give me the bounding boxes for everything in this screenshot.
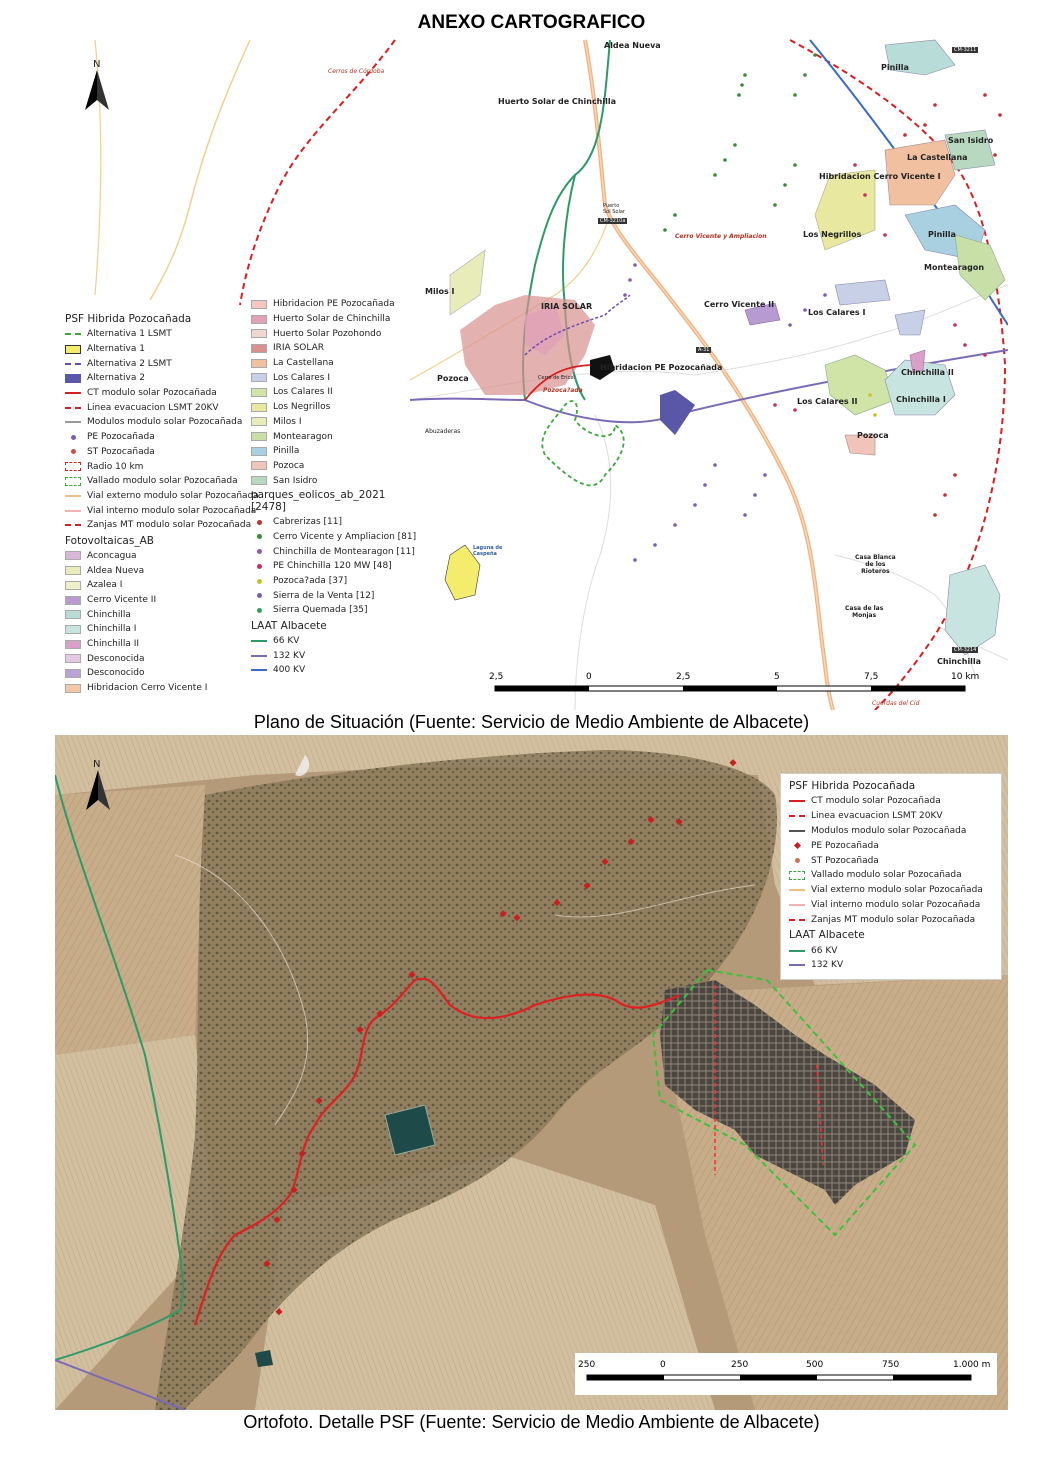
- label-abuzaderas: Abuzaderas: [425, 428, 461, 435]
- legend-label: CT modulo solar Pozocañada: [811, 796, 941, 807]
- legend-fill-symbol: [251, 417, 267, 426]
- scale1-tick-1: 0: [586, 672, 592, 682]
- legend-fill-symbol: [251, 432, 267, 441]
- legend-dot-symbol: [251, 520, 267, 525]
- scale1-tick-0: 2,5: [489, 672, 504, 682]
- legend-line-symbol: [65, 495, 81, 497]
- legend-label: 132 KV: [273, 650, 306, 661]
- legend-orthophoto: [780, 773, 1002, 980]
- legend-dot-symbol: [65, 449, 81, 454]
- label-pozocana: Pozoca?ada: [543, 387, 583, 394]
- legend-label: Pozoca?ada [37]: [273, 576, 348, 587]
- scale1-tick-5: 10 km: [951, 672, 980, 682]
- label-cerro-vicente-amp: Cerro Vicente y Ampliacion: [675, 233, 767, 240]
- legend-label: Aldea Nueva: [87, 565, 145, 576]
- legend-label: Vial interno modulo solar Pozocañada: [811, 899, 981, 910]
- legend-label: Los Calares I: [273, 372, 330, 383]
- legend-row: [789, 853, 993, 868]
- label-pinilla: Pinilla: [928, 230, 956, 239]
- legend-label: Zanjas MT modulo solar Pozocañada: [87, 520, 252, 531]
- legend-right: [251, 297, 416, 678]
- legend-label: Chinchilla II: [87, 639, 140, 650]
- label-puerto-sol: Puerto Sol Solar: [603, 203, 625, 215]
- legend-line-symbol: [65, 363, 81, 365]
- legend-fill-symbol: [251, 461, 267, 470]
- label-chinchilla-ii: Chinchilla II: [901, 368, 954, 377]
- legend-row: [789, 943, 993, 958]
- legend-title: Fotovoltaicas_AB: [65, 534, 154, 547]
- legend-row: [251, 648, 416, 663]
- legend-label: Vial interno modulo solar Pozocañada: [87, 505, 257, 516]
- legend-row: [789, 958, 993, 973]
- legend-row: [251, 473, 416, 488]
- page-title: ANEXO CARTOGRAFICO: [417, 12, 646, 33]
- label-cm3210a: CM-3210a: [600, 218, 626, 224]
- legend-line-symbol: [789, 815, 805, 817]
- legend-fill-symbol: [251, 359, 267, 368]
- legend-dot-symbol: [251, 534, 267, 539]
- legend-line-symbol: [789, 964, 805, 966]
- label-cerros-cid: Cuerdas del Cid: [872, 700, 920, 707]
- legend-row: [65, 445, 250, 460]
- legend-label: Desconocida: [87, 653, 145, 664]
- legend-fill-symbol: [251, 373, 267, 382]
- legend-label: Chinchilla: [87, 609, 131, 620]
- legend-line-symbol: [65, 421, 81, 423]
- legend-fill-symbol: [789, 871, 805, 880]
- legend-row: [65, 430, 250, 445]
- legend-line-symbol: [789, 889, 805, 891]
- legend-row: [65, 637, 250, 652]
- legend-label: Azalea I: [87, 580, 123, 591]
- legend-fill-symbol: [65, 551, 81, 560]
- legend-row: [65, 549, 250, 564]
- legend-row: [65, 474, 250, 489]
- legend-line-symbol: [789, 919, 805, 921]
- legend-row: [251, 415, 416, 430]
- legend-title: LAAT Albacete: [251, 619, 327, 632]
- legend-line-symbol: [789, 950, 805, 952]
- legend-label: Modulos modulo solar Pozocañada: [87, 417, 243, 428]
- legend-label: Cerro Vicente y Ampliacion [81]: [273, 531, 417, 542]
- label-los-calares-i: Los Calares I: [808, 308, 866, 317]
- legend-label: Huerto Solar Pozohondo: [273, 328, 382, 339]
- legend-dot-symbol: [65, 435, 81, 440]
- label-huerto-chinchilla: Huerto Solar de Chinchilla: [498, 97, 616, 106]
- legend-label: Sierra de la Venta [12]: [273, 590, 375, 601]
- legend-label: Los Calares II: [273, 387, 333, 398]
- label-la-castellana: La Castellana: [907, 153, 968, 162]
- legend-fill-symbol: [251, 388, 267, 397]
- legend-row: [65, 327, 250, 342]
- legend-row: [789, 809, 993, 824]
- legend-line-symbol: [251, 669, 267, 671]
- scale1-tick-4: 7,5: [864, 672, 879, 682]
- legend-dot-symbol: [251, 564, 267, 569]
- legend-line-symbol: [65, 407, 81, 409]
- legend-label: Radio 10 km: [87, 461, 144, 472]
- legend-fill-symbol: [251, 315, 267, 324]
- label-san-isidro: San Isidro: [948, 136, 994, 145]
- legend-row: [65, 563, 250, 578]
- legend-label: Alternativa 2 LSMT: [87, 358, 172, 369]
- legend-fill-symbol: [251, 447, 267, 456]
- legend-label: Alternativa 1: [87, 344, 145, 355]
- legend-row: [65, 578, 250, 593]
- legend-fill-symbol: [65, 610, 81, 619]
- scale2-tick-4: 750: [882, 1360, 900, 1370]
- scale1-tick-2: 2,5: [676, 672, 691, 682]
- label-casa-blanca: Casa Blanca de los Rioteros: [855, 554, 896, 575]
- legend-fill-symbol: [65, 581, 81, 590]
- label-cerros-cordoba: Cerros de Córdoba: [328, 68, 385, 75]
- legend-diamond-symbol: [789, 843, 805, 848]
- legend-label: PE Chinchilla 120 MW [48]: [273, 561, 392, 572]
- legend-row: [251, 574, 416, 589]
- legend-row: [251, 459, 416, 474]
- legend-row: [65, 342, 250, 357]
- legend-row: [65, 681, 250, 696]
- legend-row: [251, 588, 416, 603]
- legend-label: Vial externo modulo solar Pozocañada: [87, 490, 259, 501]
- legend-row: [251, 429, 416, 444]
- legend-line-symbol: [65, 333, 81, 335]
- legend-label: La Castellana: [273, 358, 334, 369]
- legend-row: [65, 607, 250, 622]
- legend-left: [65, 313, 259, 696]
- legend-row: [251, 444, 416, 459]
- label-a31: A-31: [698, 347, 710, 353]
- legend-label: Vallado modulo solar Pozocañada: [811, 870, 962, 881]
- label-pozoca-w: Pozoca: [437, 374, 469, 383]
- label-laguna: Laguna de Caspeña: [473, 545, 503, 557]
- legend-row: [65, 666, 250, 681]
- legend-label: Zanjas MT modulo solar Pozocañada: [811, 914, 976, 925]
- legend-fill-symbol: [251, 403, 267, 412]
- legend-label: IRIA SOLAR: [273, 343, 325, 354]
- legend-label: San Isidro: [273, 475, 318, 486]
- legend-row: [789, 868, 993, 883]
- scale-bar-1: [495, 686, 965, 691]
- legend-label: Alternativa 1 LSMT: [87, 329, 172, 340]
- label-hibridacion-cv1: Hibridacion Cerro Vicente I: [819, 172, 941, 181]
- legend-line-symbol: [789, 830, 805, 832]
- legend-row: [789, 912, 993, 927]
- label-cm3214: CM-3214: [954, 647, 977, 653]
- legend-label: Cerro Vicente II: [87, 595, 157, 606]
- legend-row: [65, 489, 259, 504]
- legend-fill-symbol: [65, 640, 81, 649]
- label-chinchilla-bottom: Chinchilla: [937, 657, 982, 666]
- legend-label: Montearagon: [273, 431, 333, 442]
- legend-row: [65, 518, 250, 533]
- legend-row: [251, 341, 416, 356]
- legend-label: Alternativa 2: [87, 373, 145, 384]
- legend-label: Modulos modulo solar Pozocañada: [811, 825, 967, 836]
- legend-label: PE Pozocañada: [87, 432, 155, 443]
- legend-row: [251, 634, 416, 649]
- legend-fill-symbol: [65, 669, 81, 678]
- legend-row: [789, 794, 993, 809]
- legend-label: Sierra Quemada [35]: [273, 605, 368, 616]
- legend-title: parques_eolicos_ab_2021 [2478]: [251, 488, 386, 513]
- north-label-1: N: [93, 59, 101, 70]
- legend-line-symbol: [789, 904, 805, 906]
- label-los-calares-ii: Los Calares II: [797, 397, 858, 406]
- legend-line-symbol: [251, 655, 267, 657]
- legend-label: Vallado modulo solar Pozocañada: [87, 476, 238, 487]
- legend-row: [251, 530, 416, 545]
- legend-row: [65, 593, 250, 608]
- legend-line-symbol: [789, 800, 805, 802]
- legend-row: [251, 297, 416, 312]
- legend-fill-symbol: [251, 344, 267, 353]
- legend-title: PSF Hibrida Pozocañada: [789, 780, 916, 792]
- legend-row: [789, 883, 993, 898]
- legend-row: [251, 370, 416, 385]
- legend-fill-symbol: [251, 300, 267, 309]
- legend-label: Vial externo modulo solar Pozocañada: [811, 885, 983, 896]
- legend-dot-symbol: [251, 579, 267, 584]
- scale2-tick-0: 250: [578, 1360, 596, 1370]
- legend-row: [251, 400, 416, 415]
- legend-row: [65, 459, 250, 474]
- situation-map[interactable]: [55, 35, 1008, 710]
- label-cerro-vicente-ii: Cerro Vicente II: [704, 300, 775, 309]
- label-iria: IRIA SOLAR: [541, 302, 593, 311]
- legend-line-symbol: [65, 392, 81, 394]
- legend-row: [251, 326, 416, 341]
- legend-row: [65, 503, 257, 518]
- legend-row: [251, 515, 416, 530]
- legend-row: [251, 312, 416, 327]
- legend-row: [65, 400, 250, 415]
- legend-label: Linea evacuacion LSMT 20KV: [811, 811, 943, 822]
- legend-row: [65, 622, 250, 637]
- legend-dot-symbol: [251, 593, 267, 598]
- legend-label: Hibridacion PE Pozocañada: [273, 299, 395, 310]
- caption-top: Plano de Situación (Fuente: Servicio de Medio Ambiente de Albacete): [253, 712, 810, 732]
- radius-10km: [240, 40, 395, 305]
- legend-row: [251, 663, 416, 678]
- legend-row: [251, 356, 416, 371]
- legend-row: [251, 603, 416, 618]
- legend-row: [789, 898, 993, 913]
- legend-fill-symbol: [251, 476, 267, 485]
- legend-label: 400 KV: [273, 665, 306, 676]
- legend-dot-symbol: [251, 549, 267, 554]
- north-label-2: N: [93, 759, 101, 770]
- legend-fill-symbol: [65, 625, 81, 634]
- legend-label: CT modulo solar Pozocañada: [87, 388, 217, 399]
- scale2-tick-3: 500: [806, 1360, 824, 1370]
- legend-fill-symbol: [65, 477, 81, 486]
- label-aldea-nueva: Aldea Nueva: [604, 41, 661, 50]
- label-hibridacion-pe: Hibridacion PE Pozocañada: [600, 363, 723, 372]
- legend-title: PSF Hibrida Pozocañada: [65, 313, 192, 325]
- legend-line-symbol: [65, 524, 81, 526]
- scale2-tick-1: 0: [660, 1360, 666, 1370]
- legend-row: [65, 415, 250, 430]
- legend-label: Huerto Solar de Chinchilla: [273, 314, 391, 325]
- north-arrow-1: [85, 70, 109, 110]
- scale-bar-2: [575, 1353, 997, 1395]
- scale2-tick-2: 250: [731, 1360, 749, 1370]
- legend-label: Pinilla: [273, 446, 300, 457]
- label-pinilla-top: Pinilla: [881, 63, 909, 72]
- legend-line-symbol: [251, 640, 267, 642]
- legend-fill-symbol: [65, 566, 81, 575]
- label-milos: Milos I: [425, 287, 455, 296]
- legend-row: [789, 838, 993, 853]
- legend-row: [251, 544, 416, 559]
- legend-fill-symbol: [65, 374, 81, 383]
- legend-label: Desconocido: [87, 668, 145, 679]
- legend-fill-symbol: [65, 654, 81, 663]
- legend-label: Los Negrillos: [273, 402, 331, 413]
- pv-parks: [445, 40, 1005, 655]
- legend-label: Aconcagua: [87, 550, 137, 561]
- legend-dot-symbol: [251, 608, 267, 613]
- legend-fill-symbol: [65, 462, 81, 471]
- legend-label: Chinchilla I: [87, 624, 137, 635]
- legend-label: Milos I: [273, 416, 302, 427]
- legend-row: [65, 386, 250, 401]
- legend-fill-symbol: [65, 596, 81, 605]
- label-chinchilla-i: Chinchilla I: [896, 395, 946, 404]
- legend-label: ST Pozocañada: [87, 446, 155, 457]
- label-cerro-ericel: Cerro de Ericel: [538, 375, 575, 381]
- legend-dot-symbol: [789, 858, 805, 863]
- legend-label: Pozoca: [273, 460, 305, 471]
- legend-label: PE Pozocañada: [811, 840, 879, 851]
- legend-title: LAAT Albacete: [789, 929, 865, 942]
- legend-label: ST Pozocañada: [811, 855, 879, 866]
- legend-label: Cabrerizas [11]: [273, 517, 343, 528]
- legend-label: 66 KV: [811, 945, 838, 956]
- legend-label: Linea evacuacion LSMT 20KV: [87, 402, 219, 413]
- scale1-tick-3: 5: [774, 672, 780, 682]
- legend-label: Chinchilla de Montearagon [11]: [273, 546, 415, 557]
- orthophoto-map[interactable]: [55, 735, 1008, 1410]
- legend-row: [65, 356, 250, 371]
- label-montearagon: Montearagon: [924, 263, 985, 272]
- label-los-negrillos: Los Negrillos: [803, 230, 862, 239]
- legend-row: [251, 559, 416, 574]
- caption-bottom: Ortofoto. Detalle PSF (Fuente: Servicio de Medio Ambiente de Albacete): [243, 1412, 820, 1432]
- legend-label: Hibridacion Cerro Vicente I: [87, 683, 208, 694]
- legend-fill-symbol: [65, 345, 81, 354]
- legend-row: [65, 371, 250, 386]
- legend-line-symbol: [65, 510, 81, 512]
- legend-row: [251, 385, 416, 400]
- legend-label: 66 KV: [273, 636, 300, 647]
- legend-row: [789, 824, 993, 839]
- label-pozoca-s: Pozoca: [857, 431, 889, 440]
- legend-fill-symbol: [65, 684, 81, 693]
- scale2-tick-5: 1.000 m: [953, 1360, 991, 1370]
- label-cm3211: CM-3211: [954, 47, 977, 53]
- legend-label: 132 KV: [811, 960, 844, 971]
- legend-row: [65, 651, 250, 666]
- legend-fill-symbol: [251, 329, 267, 338]
- label-casa-monjas: Casa de las Monjas: [845, 605, 884, 619]
